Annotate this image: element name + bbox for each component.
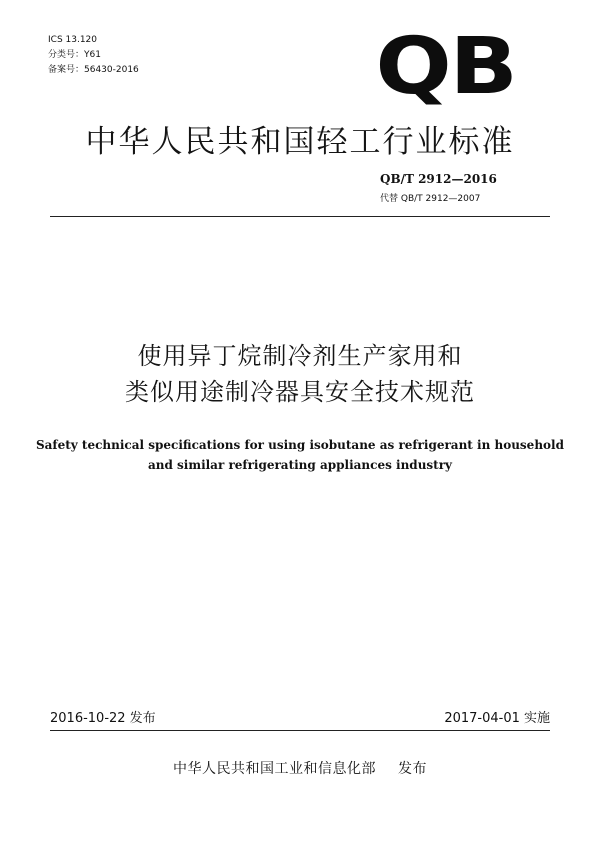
top-divider (50, 216, 550, 217)
chinese-title-line-1: 使用异丁烷制冷剂生产家用和 (137, 342, 463, 370)
qb-logo: QB (375, 22, 516, 112)
ics-code: ICS 13.120 (48, 35, 98, 45)
replaces-standard: 代替 QB/T 2912—2007 (380, 194, 481, 204)
publisher (0, 758, 600, 778)
chinese-title-line-2: 类似用途制冷器具安全技术规范 (125, 378, 475, 406)
english-title-line-1: Safety technical specifications for using isobutane as refrigerant in household (35, 438, 564, 452)
industry-standard-title: 中华人民共和国轻工行业标准 (85, 124, 515, 160)
document-metadata (48, 33, 139, 78)
publisher-action: 发布 (398, 761, 427, 777)
implementation-date: 2017-04-01 实施 (444, 711, 550, 726)
record-number: 备案号：56430-2016 (48, 65, 139, 75)
english-title-line-2: and similar refrigerating appliances industry (147, 458, 453, 472)
category-code: 分类号：Y61 (48, 50, 101, 60)
standard-number: QB/T 2912—2016 (380, 172, 497, 186)
issue-date: 2016-10-22 发布 (50, 711, 156, 726)
bottom-divider (50, 730, 550, 731)
publisher-name: 中华人民共和国工业和信息化部 (173, 761, 376, 777)
